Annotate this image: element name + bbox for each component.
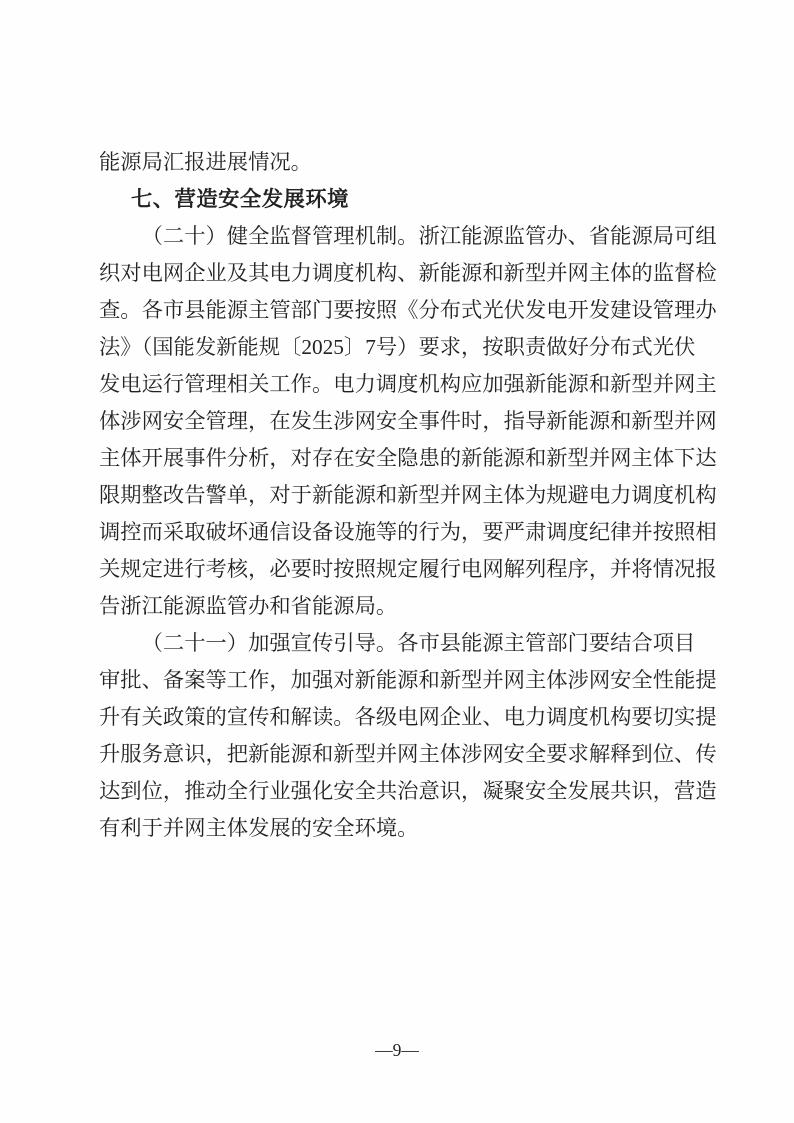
- page-number: —9—: [375, 1040, 419, 1060]
- paragraph-lead: （二十一）加强宣传引导。: [141, 631, 398, 655]
- text-line: 法》（国能发新能规〔2025〕7号）要求，按职责做好分布式光伏: [99, 335, 696, 359]
- text-line: 调控而采取破坏通信设备设施等的行为，要严肃调度纪律并按照相: [99, 520, 717, 544]
- text-run: 浙江能源监管办、省能源局可组: [418, 224, 717, 248]
- paragraph-20: [99, 218, 717, 625]
- intro-continuation-line: 能源局汇报进展情况。: [99, 150, 312, 174]
- document-body: [99, 144, 717, 847]
- text-line: [99, 625, 695, 662]
- text-line: 关规定进行考核，必要时按照规定履行电网解列程序，并将情况报: [99, 557, 717, 581]
- text-line: 有利于并网主体发展的安全环境。: [99, 816, 419, 840]
- text-line: 告浙江能源监管办和省能源局。: [99, 594, 398, 618]
- text-line: 限期整改告警单，对于新能源和新型并网主体为规避电力调度机构: [99, 483, 717, 507]
- text-line: 升有关政策的宣传和解读。各级电网企业、电力调度机构要切实提: [99, 705, 717, 729]
- paragraph-lead: （二十）健全监督管理机制。: [141, 224, 419, 248]
- paragraph-21: [99, 625, 717, 847]
- text-line: 查。各市县能源主管部门要按照《分布式光伏发电开发建设管理办: [99, 298, 717, 322]
- text-line: 发电运行管理相关工作。电力调度机构应加强新能源和新型并网主: [99, 372, 717, 396]
- text-line: 织对电网企业及其电力调度机构、新能源和新型并网主体的监督检: [99, 261, 717, 285]
- text-line: 体涉网安全管理，在发生涉网安全事件时，指导新能源和新型并网: [99, 409, 717, 433]
- text-line: 主体开展事件分析，对存在安全隐患的新能源和新型并网主体下达: [99, 446, 717, 470]
- text-run: 各市县能源主管部门要结合项目: [397, 631, 696, 655]
- text-line: 审批、备案等工作，加强对新能源和新型并网主体涉网安全性能提: [99, 668, 717, 692]
- text-line: [99, 218, 717, 255]
- text-line: 达到位，推动全行业强化安全共治意识，凝聚安全发展共识，营造: [99, 779, 717, 803]
- section-heading: 七、营造安全发展环境: [130, 187, 349, 211]
- text-line: 升服务意识，把新能源和新型并网主体涉网安全要求解释到位、传: [99, 742, 717, 766]
